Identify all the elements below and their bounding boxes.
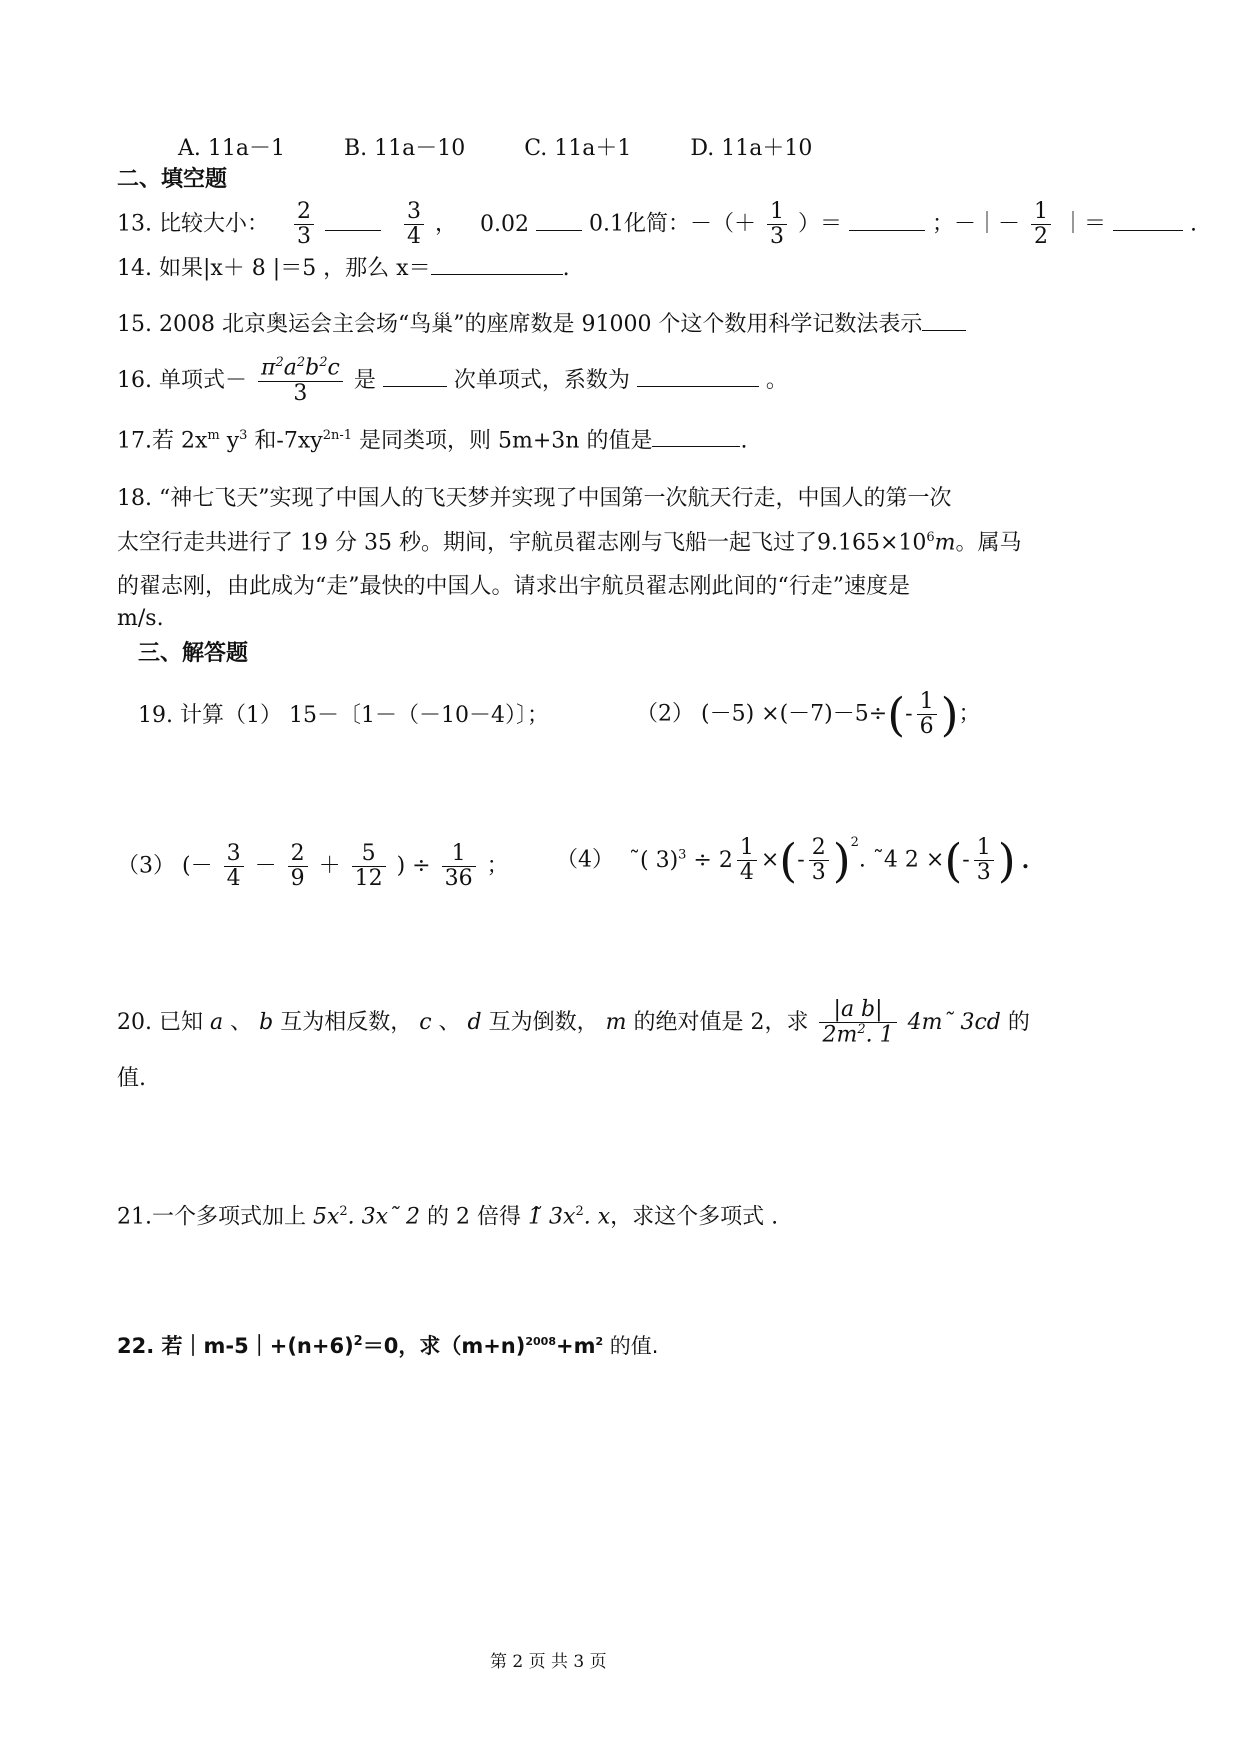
q12-options: [178, 136, 812, 162]
answer-blank: [325, 212, 381, 231]
question-18-line4: m/s.: [117, 606, 164, 631]
question-19-part4: （4） ˜( 3)$^3$ ÷ 2 $\frac{1}{4}$ ×(- $\frac{2}{3}$ )$^2$. ˜4 2 ×(- $\frac{1}{3}$ ) .: [556, 833, 1030, 888]
answer-blank: [1113, 212, 1183, 231]
question-18-line3: 的翟志刚，由此成为“走”最快的中国人。请求出宇航员翟志刚此间的“行走”速度是: [117, 574, 910, 599]
question-20-line2: 值.: [117, 1066, 146, 1091]
question-21: 21.一个多项式加上 $5x^2$. 3x˜ 2 的 2 倍得 1̃ $3x^2$. x，求这个多项式 .: [117, 1204, 779, 1230]
question-16: 16. 单项式－ $\frac{\pi^2a^2b^2c}{3}$ 是 次单项式，系数为 。: [117, 355, 788, 406]
answer-blank: [383, 368, 447, 387]
question-14: 14. 如果|x＋ 8 |＝5 ，那么 x＝ .: [117, 256, 570, 281]
question-15: 15. 2008 北京奥运会主会场“鸟巢”的座席数是 91000 个这个数用科学记数法表示: [117, 312, 966, 338]
fraction: $\frac{2}{3}$: [294, 200, 314, 249]
question-19-part1: 19. 计算（1） 15－〔1－（－10－4）〕；: [138, 703, 549, 728]
fraction: $\frac{1}{3}$: [767, 200, 787, 249]
fraction: $\frac{3}{4}$: [404, 200, 424, 249]
question-18-line1: 18. “神七飞天”实现了中国人的飞天梦并实现了中国第一次航天行走，中国人的第一次: [117, 486, 952, 511]
answer-blank: [536, 212, 582, 231]
page-footer: 第 2 页 共 3 页: [490, 1652, 607, 1672]
answer-blank: [849, 212, 925, 231]
answer-blank: [637, 368, 759, 387]
question-13: 13. 比较大小： $\frac{2}{3}$ $\frac{3}{4}$ ， 0.02 0.1化简：－（＋ $\frac{1}{3}$ ）＝ ；－｜－ $\frac{1}{2}$ ｜＝ .: [117, 199, 1198, 250]
option-c: C. 11a＋1: [524, 136, 632, 161]
answer-blank: [922, 312, 966, 331]
option-b: B. 11a－10: [343, 136, 466, 161]
fraction: $\frac{1}{2}$: [1031, 200, 1051, 249]
question-19-part3: （3） (－ $\frac{3}{4}$ － $\frac{2}{9}$ ＋ $\frac{5}{12}$ ) ÷ $\frac{1}{36}$ ；: [117, 841, 509, 892]
monomial-fraction: $\frac{\pi^2a^2b^2c}{3}$: [258, 356, 343, 406]
question-22: 22. 若$|m-5|+(n+6)^2=0$，求$(m+n)^{2008}+m^2$ 的值.: [117, 1334, 659, 1358]
answer-blank: [431, 256, 563, 275]
option-d: D. 11a＋10: [690, 136, 813, 161]
question-17: 17.若 $2x^m$ $y^3$ 和$-7xy^{2n-1}$ 是同类项，则 5m+3n 的值是 .: [117, 428, 748, 454]
section-3-title: 三、解答题: [138, 640, 249, 666]
section-2-title: 二、填空题: [117, 166, 228, 192]
question-19-part2: （2） (－5) ×(－7)－5÷(- $\frac{1}{6}$ )；: [636, 687, 981, 742]
question-20: 20. 已知 a 、 b 互为相反数， c 、 d 互为倒数， m 的绝对值是 2，求 $\frac{\text{|a b|}}{2m^2. 1}$ 4m˜ 3cd 的: [117, 997, 1030, 1048]
answer-blank: [652, 428, 740, 447]
option-a: A. 11a－1: [178, 136, 285, 161]
question-18-line2: 太空行走共进行了 19 分 35 秒。期间，宇航员翟志刚与飞船一起飞过了$9.165\times 10^6m$。属马: [117, 530, 1022, 556]
